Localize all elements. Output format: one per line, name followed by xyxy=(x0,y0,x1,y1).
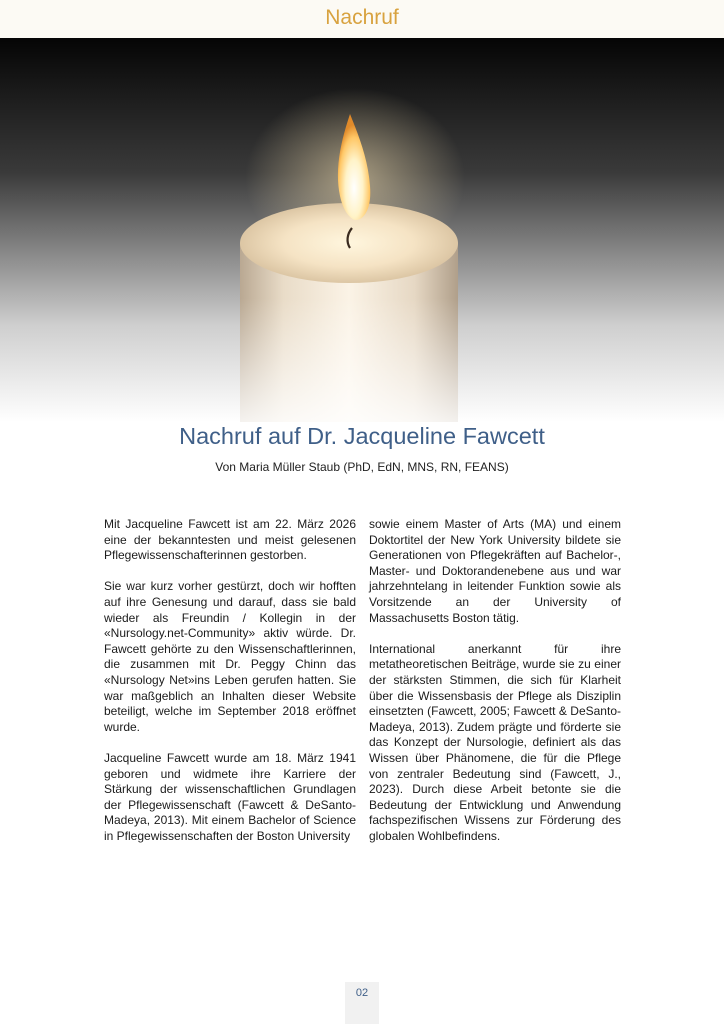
paragraph: International anerkannt für ihre metatheoretischen Beiträge, wurde sie zu einer der stärksten Stimmen, die sich für Klarheit über die Wissensbasis der Pflege als Disziplin einsetzten (Fawcett, 2005; Fawcett & DeSanto-Madeya, 2013). Zudem prägte und förderte sie das Konzept der Nursologie, definiert als das Wissen über Phänomene, die für die Pflege von zentraler Bedeutung sind (Fawcett, J., 2023). Durch diese Arbeit betonte sie die Bedeutung der Entwicklung und Anwendung fachspezifischen Wissens zur Förderung des globalen Wohlbefindens. xyxy=(369,641,621,843)
candle-photo xyxy=(0,38,724,422)
page-number-box xyxy=(345,982,379,1024)
paragraph: sowie einem Master of Arts (MA) und einem Doktortitel der New York University bildete sie Generationen von Pflegekräften auf Bachelor-, Master- und Doktorandenebene aus und war jahrzehntelang in leitender Funktion sowie als Vorsitzende an der University of Massachusetts Boston tätig. xyxy=(369,517,621,625)
text-column-right xyxy=(369,517,621,860)
text-column-left xyxy=(104,517,356,860)
article-title: Nachruf auf Dr. Jacqueline Fawcett xyxy=(179,423,545,449)
section-title: Nachruf xyxy=(325,6,399,29)
paragraph: Mit Jacqueline Fawcett ist am 22. März 2026 eine der bekanntesten und meist gelesenen Pflegewissenschafterinnen gestorben. xyxy=(104,517,356,563)
paragraph: Sie war kurz vorher gestürzt, doch wir hofften auf ihre Genesung und darauf, dass sie bald wieder als Freundin / Kollegin in der «Nursology.net-Community» aktiv würde. Dr. Fawcett gehörte zu den Wissenschaftlerinnen, die zusammen mit Dr. Peggy Chinn das «Nursology Net»ins Leben gerufen hatten. Sie war maßgeblich an Inhalten dieser Website beteiligt, welche im September 2018 eröffnet wurde. xyxy=(104,579,356,734)
page-number: 02 xyxy=(355,987,369,999)
paragraph: Jacqueline Fawcett wurde am 18. März 1941 geboren und widmete ihre Karriere der Stärkung der wissenschaftlichen Grundlagen der Pflegewissenschaft (Fawcett & DeSanto-Madeya, 2013). Mit einem Bachelor of Science in Pflegewissenschaften der Boston University xyxy=(104,750,356,843)
article-byline: Von Maria Müller Staub (PhD, EdN, MNS, RN, FEANS) xyxy=(215,460,509,474)
